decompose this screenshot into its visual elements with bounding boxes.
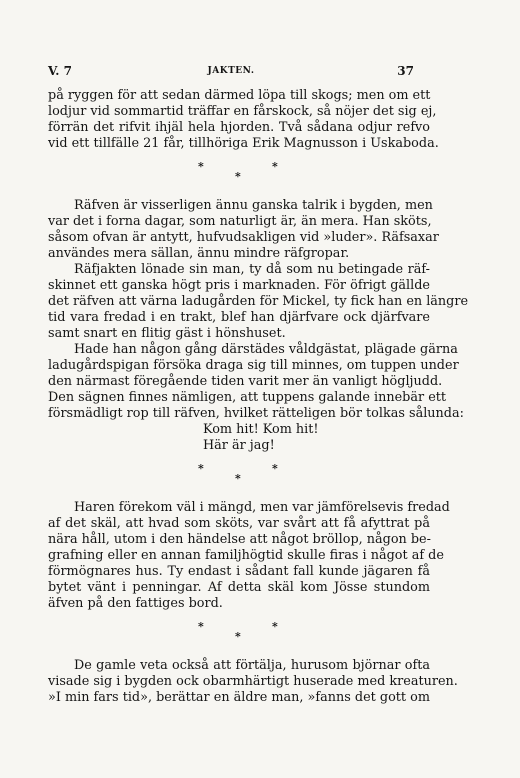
text-line: af det skäl, att hvad som sköts, var svårt att få afyttrat på	[48, 516, 430, 531]
text-line: skinnet ett ganska högt pris i marknaden. För öfrigt gällde	[48, 278, 430, 293]
section-break-asterisk: *	[235, 472, 241, 485]
section-break-asterisk: *	[198, 620, 204, 633]
section-break-asterisk: *	[235, 170, 241, 183]
text-line: bytet vänt i penningar. Af detta skäl kom Jösse stundom	[48, 580, 430, 595]
section-break-asterisk: *	[272, 462, 278, 475]
text-line: det räfven att värna ladugården för Mickel, ty fick han en längre	[48, 294, 469, 309]
verse-line: Kom hit! Kom hit!	[203, 422, 319, 437]
section-break-asterisk: *	[198, 462, 204, 475]
text-line: »I min fars tid», berättar en äldre man, »fanns det gott om	[48, 690, 430, 705]
text-line: grafning eller en annan familjhögtid skulle firas i något af de	[48, 548, 444, 563]
text-line: den närmast föregående tiden varit mer än vanligt högljudd.	[48, 374, 443, 389]
text-line: försmädligt rop till räfven, hvilket rätteligen bör tolkas sålunda:	[48, 406, 464, 421]
text-line: på ryggen för att sedan därmed löpa till skogs; men om ett	[48, 88, 431, 103]
text-line: vid ett tillfälle 21 får, tillhöriga Erik Magnusson i Uskaboda.	[48, 136, 439, 151]
text-line: äfven på den fattiges bord.	[48, 596, 223, 611]
text-line: ladugårdspigan försöka draga sig till minnes, om tuppen under	[48, 358, 459, 373]
text-line: lodjur vid sommartid träffar en fårskock, så nöjer det sig ej,	[48, 104, 437, 119]
text-line: Haren förekom väl i mängd, men var jämförelsevis fredad	[74, 500, 450, 515]
text-line: såsom ofvan är antytt, hufvudsakligen vid »luder». Räfsaxar	[48, 230, 439, 245]
text-line: Den sägnen finnes nämligen, att tuppens galande innebär ett	[48, 390, 447, 405]
text-line: förrän det rifvit ihjäl hela hjorden. Två sådana odjur refvo	[48, 120, 430, 135]
verse-line: Här är jag!	[203, 438, 275, 453]
text-line: användes mera sällan, ännu mindre räfgropar.	[48, 246, 350, 261]
text-line: tid vara fredad i en trakt, blef han djärfvare ock djärfvare	[48, 310, 430, 325]
section-break-asterisk: *	[198, 160, 204, 173]
text-line: visade sig i bygden ock obarmhärtigt huserade med kreaturen.	[48, 674, 458, 689]
text-line: Hade han någon gång därstädes våldgästat, plägade gärna	[74, 342, 458, 357]
section-break-asterisk: *	[235, 630, 241, 643]
running-title: JAKTEN.	[207, 66, 255, 76]
page-number: 37	[397, 64, 414, 78]
text-line: De gamle veta också att förtälja, hurusom björnar ofta	[74, 658, 430, 673]
chapter-number: V. 7	[48, 64, 72, 78]
section-break-asterisk: *	[272, 620, 278, 633]
text-line: samt snart en flitig gäst i hönshuset.	[48, 326, 286, 341]
text-line: nära håll, utom i den händelse att något bröllop, någon be-	[48, 532, 431, 547]
text-line: Räfven är visserligen ännu ganska talrik i bygden, men	[74, 198, 433, 213]
section-break-asterisk: *	[272, 160, 278, 173]
text-line: förmögnares hus. Ty endast i sådant fall kunde jägaren få	[48, 564, 430, 579]
text-line: var det i forna dagar, som naturligt är, än mera. Han sköts,	[48, 214, 432, 229]
text-line: Räfjakten lönade sin man, ty då som nu betingade räf-	[74, 262, 430, 277]
